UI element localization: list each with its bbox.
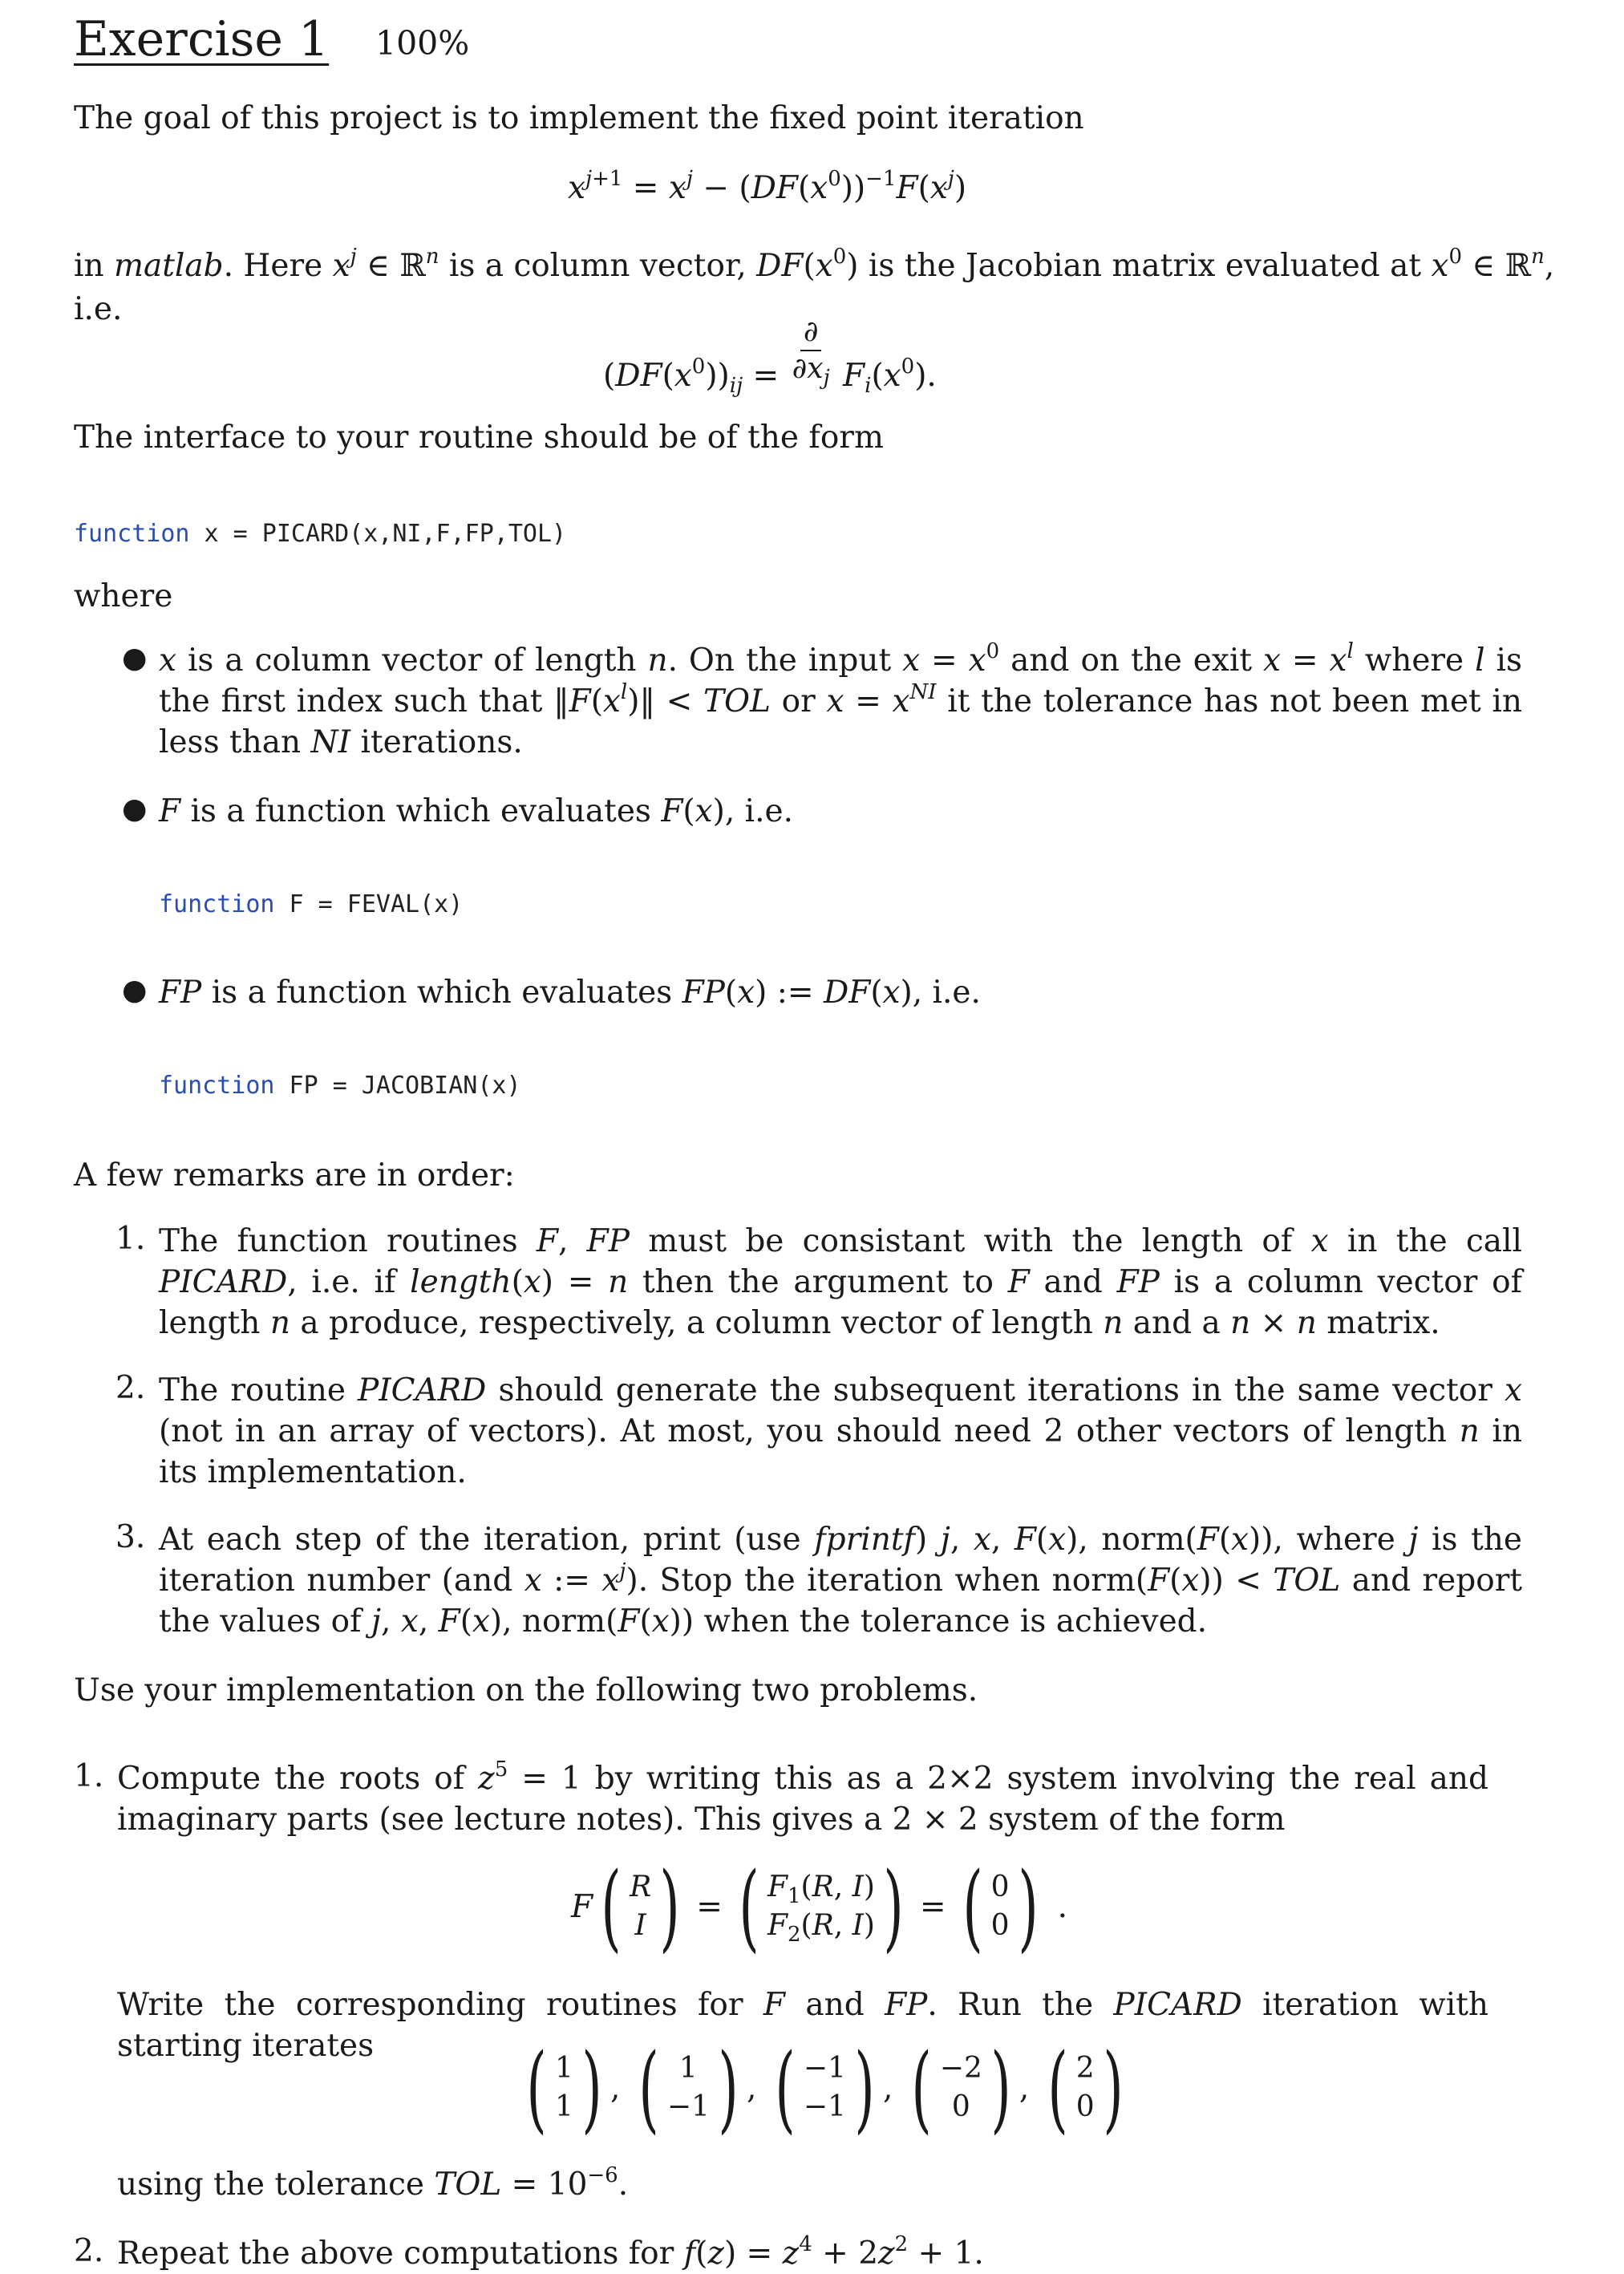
problem-1-write: Write the corresponding routines for F and FP. Run the PICARD iteration with starting iterates (117, 1987, 1488, 2064)
interface-sentence: The interface to your routine should be of the form (74, 420, 884, 456)
score-badge: 100% (375, 24, 470, 63)
picard-signature: function x = PICARD(x,NI,F,FP,TOL) (74, 520, 567, 548)
system-equation: F ( R I ) = ( $F_1(R$, I) $F_2(R$, I) ) = ( 0 0 ) . (571, 1851, 1067, 1962)
remark-number: 2. (115, 1370, 146, 1406)
intro-sentence: The goal of this project is to implement the fixed point iteration (74, 100, 1084, 136)
bullet-fp-description: FP is a function which evaluates FP(x) := DF(x), i.e. (159, 975, 981, 1011)
problem-2: Repeat the above computations for $f(z) = z^4 + 2z^2 + 1$. (117, 2232, 984, 2272)
bullet-dot: ● (122, 642, 148, 675)
bullet-dot: ● (122, 792, 148, 825)
remark-1: The function routines F, FP must be consistant with the length of x in the call PICARD, i.e. if length(x) = n then the argument to F and FP is a column vector of length n a produce, respectively, a column vector of length n and a n × n matrix. (159, 1223, 1522, 1341)
where-label: where (74, 578, 173, 614)
use-implementation-sentence: Use your implementation on the following two problems. (74, 1672, 978, 1709)
remark-number: 1. (115, 1221, 146, 1257)
remarks-heading: A few remarks are in order: (74, 1157, 515, 1194)
exercise-title: Exercise 1 (74, 11, 330, 67)
remark-3: At each step of the iteration, print (use fprintf) j, x, F(x), norm(F(x)), where j is the iteration number (and x := $x^j$). Stop the iteration when norm(F(x)) < TOL and report the values of j, x, F(x), norm(F(x)) when the tolerance is achieved. (159, 1522, 1523, 1640)
bullet-f-description: F is a function which evaluates F(x), i.e. (159, 793, 794, 829)
intro-ie: i.e. (74, 291, 123, 327)
remark-2: The routine PICARD should generate the subsequent iterations in the same vector x (not in an array of vectors). At most, you should need 2 other vectors of length n in its implementation. (159, 1372, 1522, 1490)
problem-number: 1. (74, 1758, 104, 1794)
remark-number: 3. (115, 1519, 146, 1555)
feval-signature: function F = FEVAL(x) (159, 890, 464, 918)
bullet-x-description: x is a column vector of length n. On the input $x = x^0$ and on the exit $x = x^l$ where l is the first index such that $‖F(x^l)‖$ < TOL or $x = x^{NI}$ it the tolerance has not been met in less than NI iterations. (159, 639, 1523, 760)
jacobian-signature: function FP = JACOBIAN(x) (159, 1072, 521, 1100)
tolerance-line: using the tolerance TOL = $10^{-6}$. (117, 2163, 629, 2203)
starting-iterates: ( 1 1 ) , ( 1 −1 ) , ( −1 −1 ) , ( −2 0 ) , ( 2 0 ) (526, 2033, 1124, 2143)
fixed-point-equation: $x^{j+1} = x^j - (DF(x^0))^{-1}F(x^j)$ (568, 167, 967, 206)
problem-number: 2. (74, 2233, 104, 2269)
jacobian-definition: $(DF(x^0))_{ij}$ = $\frac{\partial}{\partial x_j}$ $F_i(x^0)$. (603, 315, 937, 398)
problem-1: Compute the roots of $z^5 = 1$ by writing this as a 2×2 system involving the real and imaginary parts (see lecture notes). This gives a 2 × 2 system of the form (117, 1757, 1488, 1838)
intro-matlab-line: in matlab. Here $x^j$ ∈ ℝ$^n$ is a column vector, $DF(x^0)$ is the Jacobian matrix evaluated at $x^0$ ∈ ℝ$^n$, (74, 245, 1555, 284)
bullet-dot: ● (122, 974, 148, 1007)
